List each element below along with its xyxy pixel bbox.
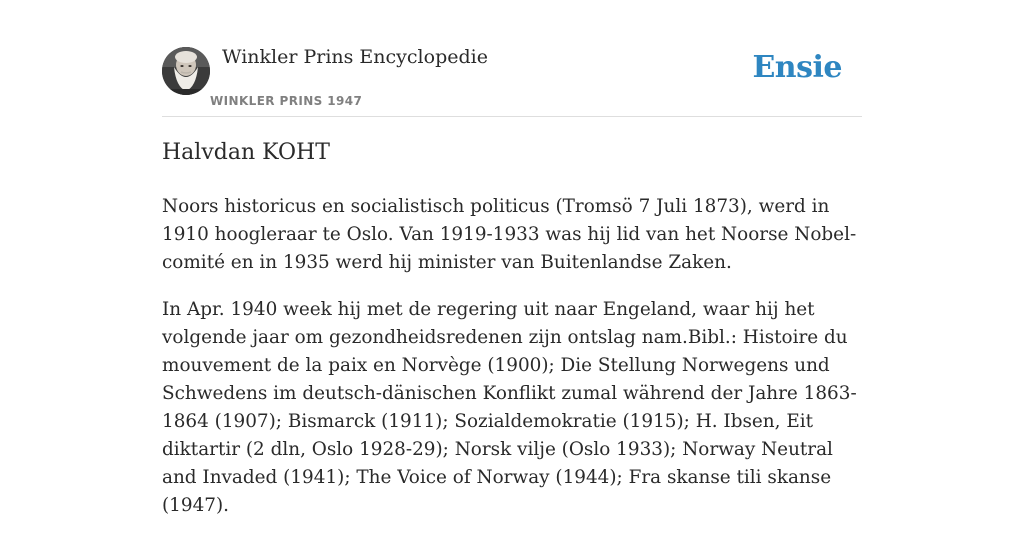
brand-logo[interactable]: Ensie <box>752 50 842 85</box>
bearded-man-portrait-icon <box>162 47 210 95</box>
article-body <box>162 193 864 539</box>
site-header <box>162 0 862 117</box>
avatar[interactable] <box>162 47 210 95</box>
article-title: Halvdan KOHT <box>162 140 330 165</box>
article-paragraph: Noors historicus en socialistisch politicus (Tromsö 7 Juli 1873), werd in 1910 hoogleraar te Oslo. Van 1919-1933 was hij lid van het Noorse Nobel-comité en in 1935 werd hij minister van Buitenlandse Zaken. <box>162 196 857 273</box>
site-name[interactable]: Winkler Prins Encyclopedie <box>222 46 488 68</box>
article-paragraph: In Apr. 1940 week hij met de regering uit naar Engeland, waar hij het volgende jaar om gezondheidsredenen zijn ontslag nam.Bibl.: Histoire du mouvement de la paix en Norvège (1900); Die Stellung Norwegens und Schwedens im deutsch-dänischen Konflikt zumal während der Jahre 1863-1864 (1907); Bismarck (1911); Sozialdemokratie (1915); H. Ibsen, Eit diktartir (2 dln, Oslo 1928-29); Norsk vilje (Oslo 1933); Norway Neutral and Invaded (1941); The Voice of Norway (1944); Fra skanse tili skanse (1947). <box>162 299 857 516</box>
article-page <box>162 0 862 516</box>
edition-label[interactable]: WINKLER PRINS 1947 <box>210 94 363 108</box>
